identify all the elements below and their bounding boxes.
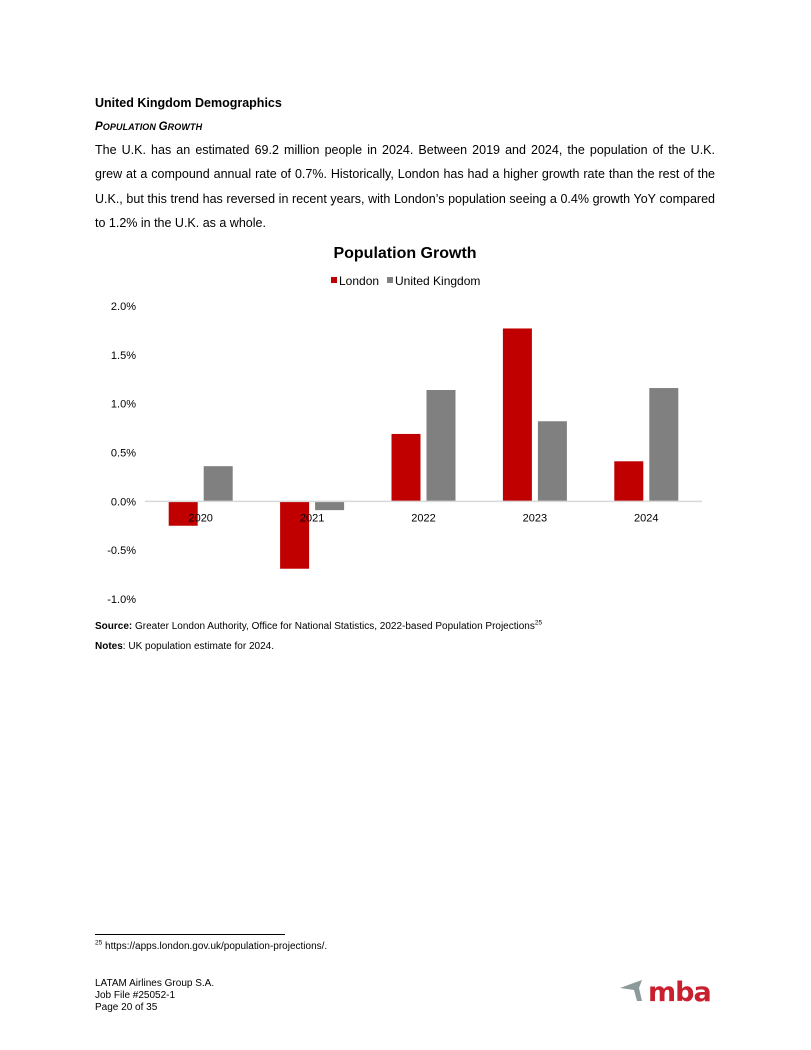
- notes-label: Notes: [95, 641, 123, 652]
- y-tick-label: -0.5%: [107, 545, 136, 558]
- y-tick-label: -1.0%: [107, 594, 136, 606]
- source-text: Greater London Authority, Office for National Statistics, 2022-based Population Projections: [132, 621, 535, 632]
- footer-page-number: Page 20 of 35: [95, 1002, 158, 1013]
- bar-united-kingdom-2023: [538, 421, 567, 501]
- y-tick-label: 0.0%: [110, 496, 136, 509]
- population-growth-chart: [95, 235, 715, 615]
- y-tick-label: 1.0%: [110, 398, 136, 411]
- x-tick-label: 2021: [299, 512, 325, 525]
- subheading-small-1: OPULATION: [102, 122, 159, 132]
- bar-united-kingdom-2021: [315, 501, 344, 510]
- subheading-small-2: ROWTH: [167, 122, 203, 132]
- chart-notes: [95, 641, 274, 652]
- source-footnote-ref: 25: [534, 619, 543, 627]
- notes-text: : UK population estimate for 2024.: [122, 641, 274, 652]
- logo-arrow-icon: [620, 980, 642, 1001]
- x-tick-label: 2023: [522, 512, 548, 525]
- mba-logo: [620, 979, 715, 1005]
- bar-london-2022: [392, 434, 421, 501]
- x-tick-label: 2020: [188, 512, 213, 525]
- body-paragraph: The U.K. has an estimated 69.2 million people in 2024. Between 2019 and 2024, the population of the U.K. grew at a compound annual rate of 0.7%. Historically, London has had a higher growth rate than the rest of the U.K., but this trend has reversed in recent years, with London’s population seeing a 0.4% growth YoY compared to 1.2% in the U.K. as a whole.: [95, 143, 715, 231]
- chart-title: Population Growth: [333, 245, 477, 262]
- y-tick-label: 2.0%: [110, 301, 136, 313]
- bar-london-2024: [614, 461, 643, 501]
- bar-united-kingdom-2024: [649, 388, 678, 501]
- logo-wordmark: mba: [648, 979, 711, 1005]
- y-tick-label: 0.5%: [110, 447, 136, 460]
- y-tick-label: 1.5%: [110, 349, 136, 362]
- section-heading: United Kingdom Demographics: [95, 96, 282, 110]
- subheading-cap-2: G: [158, 121, 168, 133]
- chart-source: [95, 621, 542, 632]
- bar-london-2023: [503, 328, 532, 501]
- x-tick-label: 2024: [634, 512, 659, 525]
- footer-job-file: Job File #25052-1: [95, 990, 176, 1001]
- bar-united-kingdom-2022: [427, 390, 456, 501]
- subheading-cap-1: P: [95, 121, 103, 133]
- x-tick-label: 2022: [411, 512, 436, 525]
- footnote-divider: [95, 934, 285, 935]
- bar-united-kingdom-2020: [204, 466, 233, 501]
- section-subheading: [95, 121, 202, 133]
- legend-swatch-london: [331, 277, 337, 283]
- chart-legend: [331, 274, 480, 288]
- footnote-link[interactable]: https://apps.london.gov.uk/population-projections/.: [102, 941, 328, 952]
- footer-company: LATAM Airlines Group S.A.: [95, 978, 215, 989]
- source-label: Source:: [95, 621, 133, 632]
- footnote-number: 25: [95, 939, 103, 947]
- legend-label-united-kingdom: United Kingdom: [395, 274, 481, 288]
- legend-label-london: London: [339, 274, 380, 288]
- footnote: [95, 941, 327, 952]
- page-footer: [95, 978, 214, 1014]
- legend-swatch-united-kingdom: [387, 277, 393, 283]
